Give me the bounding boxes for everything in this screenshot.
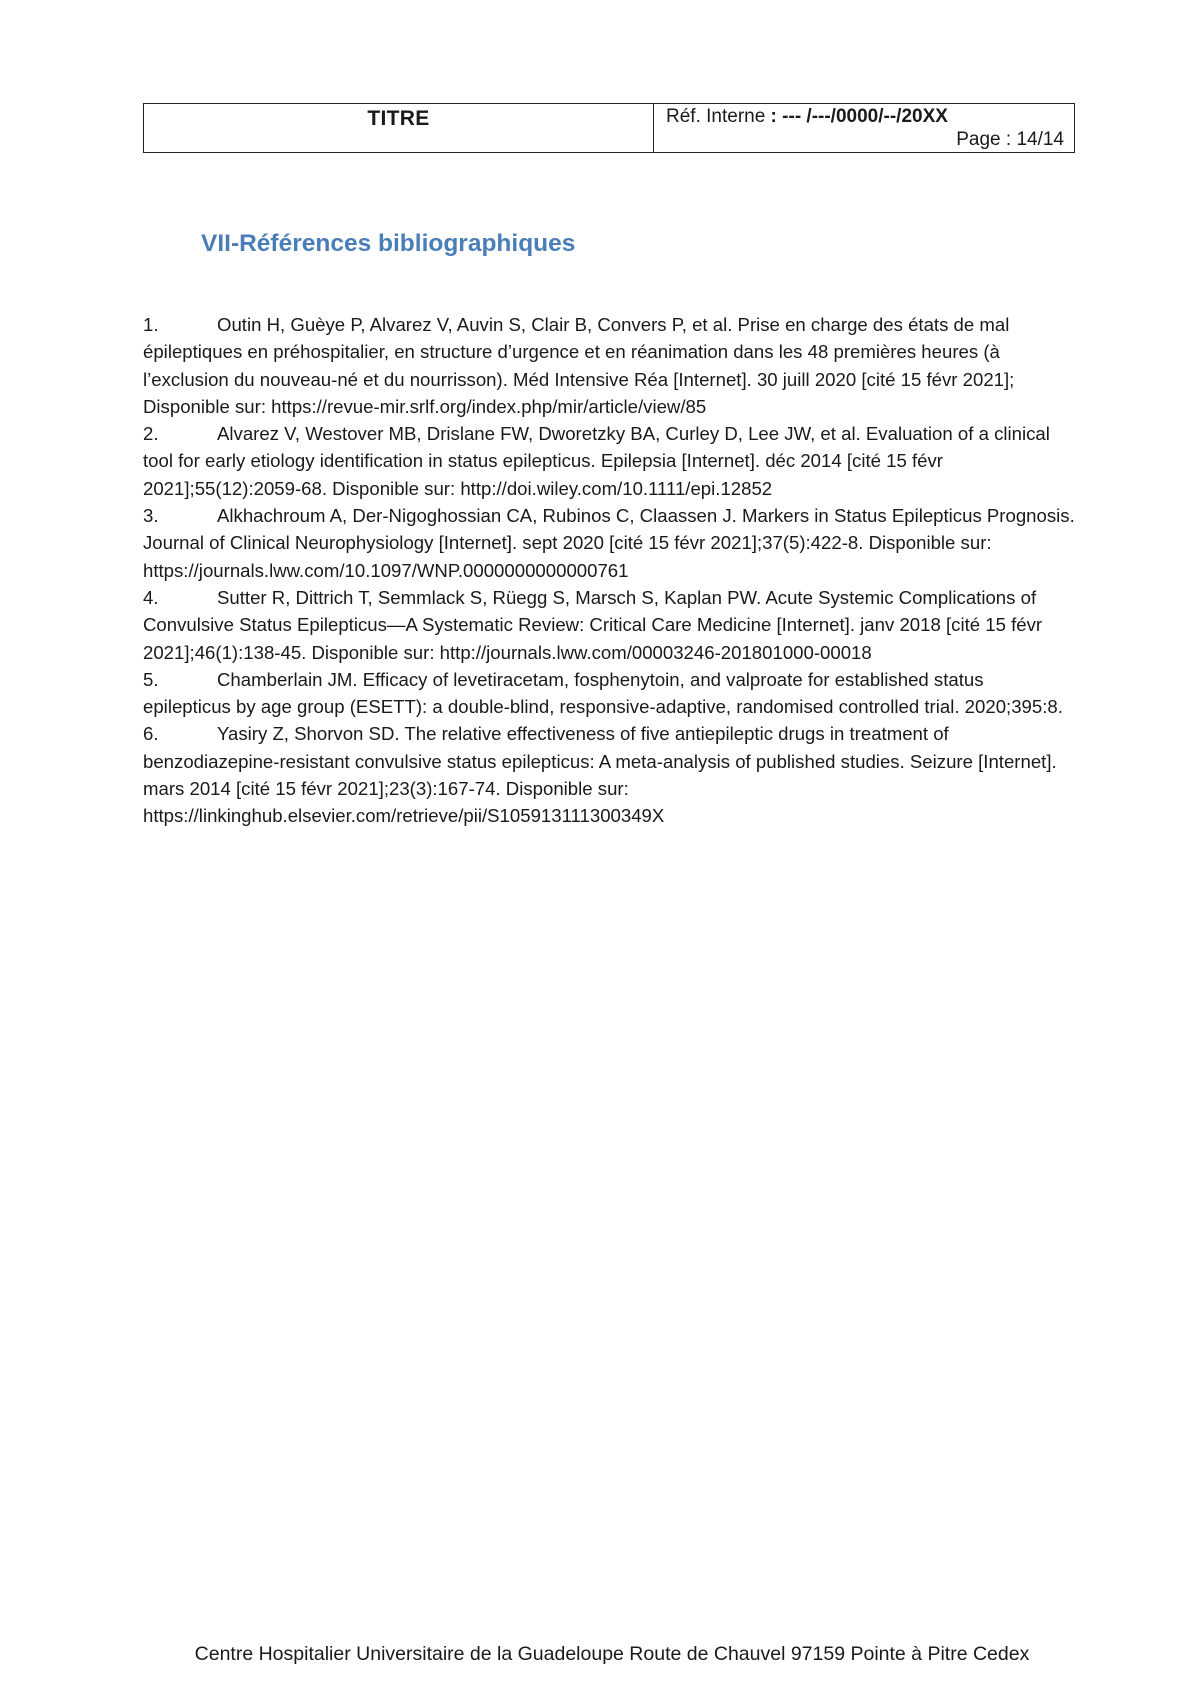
reference-text: Alvarez V, Westover MB, Drislane FW, Dworetzky BA, Curley D, Lee JW, et al. Evaluation of a clinical tool for early etiology identification in status epilepticus. Epilepsia [Internet]. déc 2014 [cité 15 févr 2021];55(12):2059-68. Disponible sur: http://doi.wiley.com/10.1111/epi.12852 bbox=[143, 423, 1050, 499]
document-title: TITRE bbox=[367, 107, 430, 130]
header-ref-cell bbox=[654, 104, 1074, 152]
ref-label: Réf. Interne bbox=[666, 106, 766, 127]
reference-text: Alkhachroum A, Der-Nigoghossian CA, Rubinos C, Claassen J. Markers in Status Epilepticus Prognosis. Journal of Clinical Neurophysiology [Internet]. sept 2020 [cité 15 févr 2021];37(5):422-8. Disponible sur: https://journals.lww.com/10.1097/WNP.0000000000000761 bbox=[143, 505, 1075, 581]
reference-item-2 bbox=[143, 420, 1075, 502]
reference-item-1 bbox=[143, 311, 1075, 420]
reference-number: 3. bbox=[143, 505, 159, 527]
reference-number: 4. bbox=[143, 586, 159, 608]
section-title: VII-Références bibliographiques bbox=[201, 230, 576, 257]
reference-text: Yasiry Z, Shorvon SD. The relative effectiveness of five antiepileptic drugs in treatment of benzodiazepine-resistant convulsive status epilepticus: A meta-analysis of published studies. Seizure [Internet]. mars 2014 [cité 15 févr 2021];23(3):167-74. Disponible sur: https://linkinghub.elsevier.com/retrieve/pii/S105913111300349X bbox=[143, 723, 1057, 827]
header-title-cell bbox=[144, 104, 654, 152]
reference-text: Chamberlain JM. Efficacy of levetiracetam, fosphenytoin, and valproate for established status epilepticus by age group (ESETT): a double-blind, responsive-adaptive, randomised controlled trial. 2020;395:8. bbox=[143, 668, 1063, 718]
reference-text: Outin H, Guèye P, Alvarez V, Auvin S, Clair B, Convers P, et al. Prise en charge des états de mal épileptiques en préhospitalier, en structure d’urgence et en réanimation dans les 48 premières heures (à l’exclusion du nouveau-né et du nourrisson). Méd Intensive Réa [Internet]. 30 juill 2020 [cité 15 févr 2021]; Disponible sur: https://revue-mir.srlf.org/index.php/mir/article/view/85 bbox=[143, 314, 1015, 417]
reference-item-5 bbox=[143, 666, 1075, 721]
page-number: Page : 14/14 bbox=[956, 129, 1064, 150]
internal-reference bbox=[666, 105, 1064, 128]
reference-number: 2. bbox=[143, 423, 159, 445]
page-footer bbox=[0, 1643, 1200, 1666]
reference-number: 6. bbox=[143, 723, 159, 745]
reference-number: 1. bbox=[143, 314, 159, 335]
reference-list bbox=[143, 311, 1075, 830]
reference-number: 5. bbox=[143, 668, 159, 690]
reference-text: Sutter R, Dittrich T, Semmlack S, Rüegg S, Marsch S, Kaplan PW. Acute Systemic Complications of Convulsive Status Epilepticus—A Systematic Review: Critical Care Medicine [Internet]. janv 2018 [cité 15 févr 2021];46(1):138-45. Disponible sur: http://journals.lww.com/00003246-201801000-00018 bbox=[143, 586, 1043, 663]
document-header bbox=[143, 103, 1075, 153]
footer-address: Centre Hospitalier Universitaire de la Guadeloupe Route de Chauvel 97159 Pointe à Pitre Cedex bbox=[194, 1643, 1030, 1665]
reference-item-4 bbox=[143, 584, 1075, 666]
reference-item-6 bbox=[143, 720, 1075, 829]
reference-item-3 bbox=[143, 502, 1075, 584]
ref-code: : --- /---/0000/--/20XX bbox=[765, 106, 948, 127]
